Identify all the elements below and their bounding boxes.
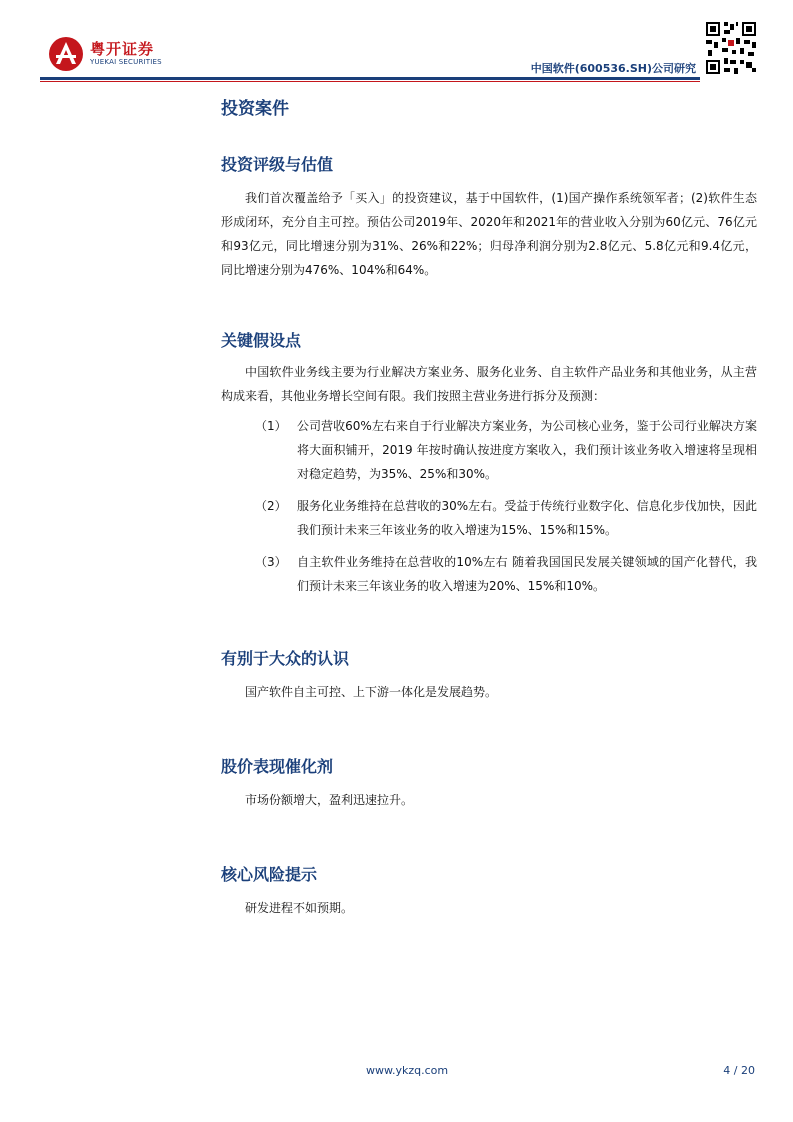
header-divider <box>40 77 700 80</box>
section-title-risk: 核心风险提示 <box>221 865 318 884</box>
logo-english-name: YUEKAI SECURITIES <box>90 58 162 66</box>
rating-paragraph: 我们首次覆盖给予「买入」的投资建议，基于中国软件，(1)国产操作系统领军者；(2)软件生态形成闭环，充分自主可控。预估公司2019年、2020年和2021年的营业收入分别为60亿元、76亿元和93亿元，同比增速分别为31%、26%和22%；归母净利润分别为2.8亿元、5.8亿元和9.4亿元，同比增速分别为476%、104%和64%。 <box>221 191 757 277</box>
different-paragraph: 国产软件自主可控、上下游一体化是发展趋势。 <box>245 685 498 699</box>
section-title-rating: 投资评级与估值 <box>221 155 334 174</box>
header-divider-accent <box>40 81 700 82</box>
assumption-text: 自主软件业务维持在总营收的10%左右 随着我国国民发展关键领域的国产化替代，我们预计未来三年该业务的收入增速为20%、15%和10%。 <box>297 555 757 593</box>
assumptions-intro: 中国软件业务线主要为行业解决方案业务、服务化业务、自主软件产品业务和其他业务，从主营构成来看，其他业务增长空间有限。我们按照主营业务进行拆分及预测： <box>221 365 757 403</box>
footer-url-link[interactable]: www.ykzq.com <box>366 1064 449 1077</box>
assumption-item <box>221 414 757 486</box>
logo-emblem-icon <box>48 36 84 72</box>
catalyst-paragraph: 市场份额增大，盈利迅速拉升。 <box>245 793 414 807</box>
page-header <box>0 0 793 90</box>
assumption-item <box>221 550 757 598</box>
page-number: 4 / 20 <box>723 1064 755 1077</box>
section-title-assumptions: 关键假设点 <box>221 331 302 350</box>
section-title-case: 投资案件 <box>221 99 289 119</box>
assumption-number: （2） <box>255 499 287 513</box>
qr-code-icon <box>704 20 758 76</box>
section-title-different: 有别于大众的认识 <box>221 649 350 668</box>
report-title: 中国软件(600536.SH)公司研究 <box>530 62 696 75</box>
company-logo <box>48 36 168 76</box>
assumption-number: （1） <box>255 419 287 433</box>
report-content <box>221 90 757 920</box>
assumption-item <box>221 494 757 542</box>
section-title-catalyst: 股价表现催化剂 <box>221 757 334 776</box>
assumption-number: （3） <box>255 555 287 569</box>
risk-paragraph: 研发进程不如预期。 <box>245 901 354 915</box>
assumption-text: 服务化业务维持在总营收的30%左右。受益于传统行业数字化、信息化步伐加快，因此我们预计未来三年该业务的收入增速为15%、15%和15%。 <box>297 499 757 537</box>
logo-chinese-name: 粤开证券 <box>90 40 155 58</box>
assumption-text: 公司营收60%左右来自于行业解决方案业务，为公司核心业务，鉴于公司行业解决方案将大面积铺开，2019 年按时确认按进度方案收入，我们预计该业务收入增速将呈现相对稳定趋势，为35%、25%和30%。 <box>297 419 757 481</box>
